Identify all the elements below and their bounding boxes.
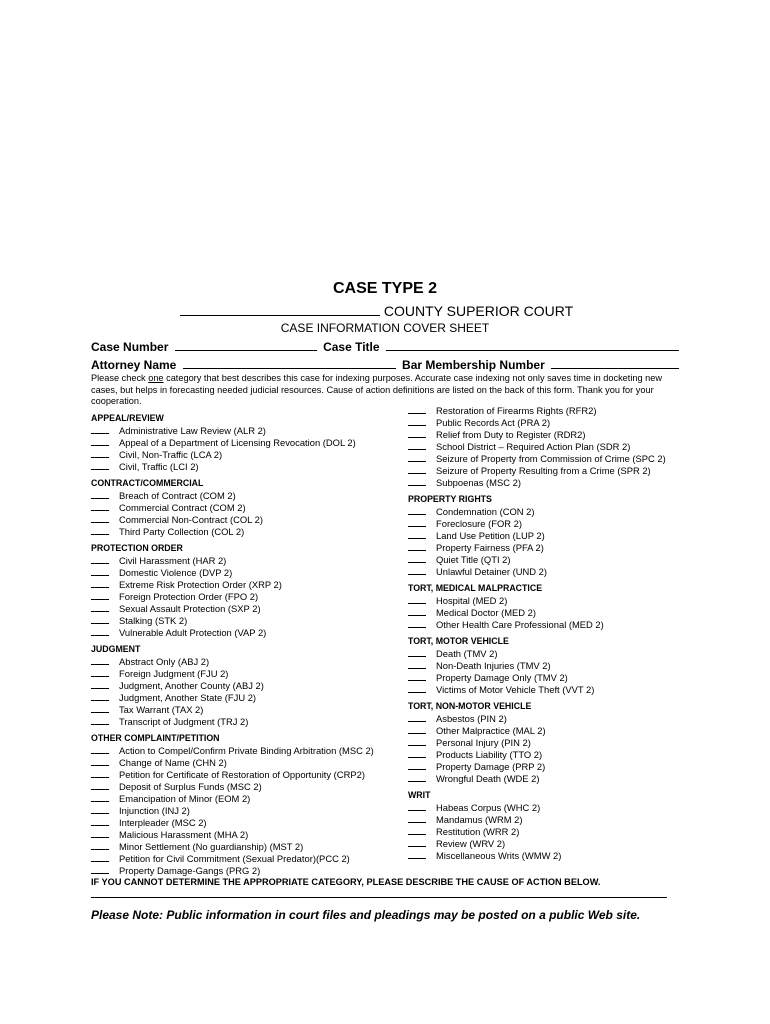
category-label: Foreign Judgment (FJU 2) — [119, 668, 229, 679]
category-label: Emancipation of Minor (EOM 2) — [119, 793, 251, 804]
category-checkbox-blank[interactable] — [91, 716, 109, 725]
category-label: Restoration of Firearms Rights (RFR2) — [436, 405, 597, 416]
category-label: Interpleader (MSC 2) — [119, 817, 207, 828]
category-label: Judgment, Another County (ABJ 2) — [119, 680, 264, 691]
category-item — [408, 802, 688, 814]
category-item — [408, 761, 688, 773]
category-label: Products Liability (TTO 2) — [436, 749, 543, 760]
category-label: Other Health Care Professional (MED 2) — [436, 619, 604, 630]
category-checkbox-blank[interactable] — [408, 684, 426, 693]
case-title-field[interactable] — [386, 339, 679, 351]
category-item — [91, 865, 401, 877]
category-item — [91, 603, 401, 615]
category-heading: TORT, MOTOR VEHICLE — [408, 636, 509, 646]
category-label: Malicious Harassment (MHA 2) — [119, 829, 249, 840]
category-label: Vulnerable Adult Protection (VAP 2) — [119, 627, 267, 638]
category-item — [91, 793, 401, 805]
category-label: Transcript of Judgment (TRJ 2) — [119, 716, 249, 727]
category-item — [408, 684, 688, 696]
county-blank[interactable] — [180, 303, 380, 316]
category-label: Condemnation (CON 2) — [436, 506, 535, 517]
category-item — [91, 502, 401, 514]
category-checkbox-blank[interactable] — [91, 437, 109, 446]
category-checkbox-blank[interactable] — [91, 865, 109, 874]
category-label: Habeas Corpus (WHC 2) — [436, 802, 541, 813]
category-item — [91, 692, 401, 704]
category-item — [408, 542, 688, 554]
category-item — [91, 757, 401, 769]
category-heading: JUDGMENT — [91, 644, 141, 654]
category-label: Judgment, Another State (FJU 2) — [119, 692, 257, 703]
category-checkbox-blank[interactable] — [91, 555, 109, 564]
category-checkbox-blank[interactable] — [408, 429, 426, 438]
instructions-pre: Please check — [91, 373, 149, 383]
category-item — [408, 660, 688, 672]
category-checkbox-blank[interactable] — [91, 567, 109, 576]
category-label: Civil Harassment (HAR 2) — [119, 555, 227, 566]
cause-of-action-line[interactable] — [91, 897, 667, 898]
category-checkbox-blank[interactable] — [408, 838, 426, 847]
category-checkbox-blank[interactable] — [408, 417, 426, 426]
category-label: Property Damage-Gangs (PRG 2) — [119, 865, 261, 876]
category-checkbox-blank[interactable] — [408, 761, 426, 770]
category-item — [91, 449, 401, 461]
category-item — [408, 648, 688, 660]
category-label: Miscellaneous Writs (WMW 2) — [436, 850, 562, 861]
category-checkbox-blank[interactable] — [91, 526, 109, 535]
category-checkbox-blank[interactable] — [408, 595, 426, 604]
category-label: Deposit of Surplus Funds (MSC 2) — [119, 781, 262, 792]
category-item — [408, 595, 688, 607]
category-checkbox-blank[interactable] — [91, 841, 109, 850]
category-checkbox-blank[interactable] — [408, 850, 426, 859]
category-item — [408, 672, 688, 684]
category-item — [91, 490, 401, 502]
category-label: Petition for Civil Commitment (Sexual Predator)(PCC 2) — [119, 853, 350, 864]
category-item — [408, 518, 688, 530]
category-label: Appeal of a Department of Licensing Revocation (DOL 2) — [119, 437, 356, 448]
category-label: Third Party Collection (COL 2) — [119, 526, 245, 537]
category-checkbox-blank[interactable] — [91, 757, 109, 766]
category-label: Sexual Assault Protection (SXP 2) — [119, 603, 261, 614]
category-checkbox-blank[interactable] — [91, 805, 109, 814]
category-label: Commercial Non-Contract (COL 2) — [119, 514, 263, 525]
category-checkbox-blank[interactable] — [91, 781, 109, 790]
attorney-name-label: Attorney Name — [91, 358, 177, 372]
category-label: Asbestos (PIN 2) — [436, 713, 507, 724]
category-item — [408, 749, 688, 761]
category-checkbox-blank[interactable] — [91, 627, 109, 636]
category-item — [408, 477, 688, 489]
form-title: CASE TYPE 2 — [332, 280, 438, 297]
right-category-column — [408, 405, 688, 862]
category-label: Tax Warrant (TAX 2) — [119, 704, 204, 715]
category-item — [408, 725, 688, 737]
category-item — [408, 465, 688, 477]
category-checkbox-blank[interactable] — [408, 672, 426, 681]
category-checkbox-blank[interactable] — [91, 680, 109, 689]
category-item — [91, 615, 401, 627]
category-item — [408, 506, 688, 518]
category-checkbox-blank[interactable] — [408, 814, 426, 823]
category-item — [91, 781, 401, 793]
form-subtitle: CASE INFORMATION COVER SHEET — [280, 321, 490, 335]
category-checkbox-blank[interactable] — [91, 704, 109, 713]
category-item — [91, 704, 401, 716]
category-label: Property Damage Only (TMV 2) — [436, 672, 568, 683]
instructions — [91, 373, 681, 408]
category-label: Land Use Petition (LUP 2) — [436, 530, 545, 541]
category-item — [91, 526, 401, 538]
category-checkbox-blank[interactable] — [408, 542, 426, 551]
public-note: Please Note: Public information in court files and pleadings may be posted on a public Web site. — [91, 908, 641, 922]
category-checkbox-blank[interactable] — [91, 579, 109, 588]
category-checkbox-blank[interactable] — [408, 725, 426, 734]
case-number-field[interactable] — [175, 339, 317, 351]
category-checkbox-blank[interactable] — [91, 615, 109, 624]
category-label: Foreign Protection Order (FPO 2) — [119, 591, 259, 602]
category-label: Mandamus (WRM 2) — [436, 814, 523, 825]
category-item — [408, 773, 688, 785]
category-item — [91, 437, 401, 449]
category-checkbox-blank[interactable] — [408, 465, 426, 474]
category-label: Abstract Only (ABJ 2) — [119, 656, 210, 667]
category-item — [408, 814, 688, 826]
category-item — [91, 668, 401, 680]
category-item — [91, 514, 401, 526]
category-item — [91, 591, 401, 603]
category-checkbox-blank[interactable] — [408, 530, 426, 539]
category-label: Property Damage (PRP 2) — [436, 761, 546, 772]
category-label: Civil, Non-Traffic (LCA 2) — [119, 449, 223, 460]
category-heading: PROPERTY RIGHTS — [408, 494, 492, 504]
category-item — [408, 554, 688, 566]
category-item — [91, 716, 401, 728]
category-label: Foreclosure (FOR 2) — [436, 518, 522, 529]
category-item — [91, 829, 401, 841]
category-checkbox-blank[interactable] — [408, 566, 426, 575]
category-checkbox-blank[interactable] — [91, 449, 109, 458]
category-label: Non-Death Injuries (TMV 2) — [436, 660, 551, 671]
category-item — [408, 453, 688, 465]
category-item — [91, 461, 401, 473]
category-checkbox-blank[interactable] — [408, 405, 426, 414]
instructions-underline: one — [148, 373, 164, 383]
category-heading: CONTRACT/COMMERCIAL — [91, 478, 204, 488]
category-item — [91, 805, 401, 817]
category-heading: OTHER COMPLAINT/PETITION — [91, 733, 220, 743]
category-checkbox-blank[interactable] — [91, 692, 109, 701]
category-label: Domestic Violence (DVP 2) — [119, 567, 233, 578]
category-item — [91, 656, 401, 668]
case-number-label: Case Number — [91, 340, 169, 354]
category-checkbox-blank[interactable] — [91, 745, 109, 754]
category-label: Civil, Traffic (LCI 2) — [119, 461, 199, 472]
category-label: Quiet Title (QTI 2) — [436, 554, 511, 565]
category-label: Victims of Motor Vehicle Theft (VVT 2) — [436, 684, 595, 695]
category-heading: TORT, NON-MOTOR VEHICLE — [408, 701, 532, 711]
category-item — [408, 441, 688, 453]
category-checkbox-blank[interactable] — [91, 514, 109, 523]
category-item — [91, 817, 401, 829]
category-checkbox-blank[interactable] — [91, 793, 109, 802]
category-label: Hospital (MED 2) — [436, 595, 508, 606]
category-label: Petition for Certificate of Restoration of Opportunity (CRP2) — [119, 769, 365, 780]
category-label: Extreme Risk Protection Order (XRP 2) — [119, 579, 282, 590]
category-item — [408, 850, 688, 862]
category-checkbox-blank[interactable] — [91, 425, 109, 434]
category-item — [408, 838, 688, 850]
category-checkbox-blank[interactable] — [91, 817, 109, 826]
category-item — [408, 417, 688, 429]
category-label: Other Malpractice (MAL 2) — [436, 725, 546, 736]
category-checkbox-blank[interactable] — [91, 656, 109, 665]
category-item — [408, 405, 688, 417]
category-item — [91, 567, 401, 579]
attorney-row — [91, 357, 682, 372]
category-label: Breach of Contract (COM 2) — [119, 490, 236, 501]
category-label: Death (TMV 2) — [436, 648, 498, 659]
court-name: COUNTY SUPERIOR COURT — [383, 303, 574, 319]
category-heading: APPEAL/REVIEW — [91, 413, 164, 423]
category-checkbox-blank[interactable] — [408, 453, 426, 462]
category-label: Property Fairness (PFA 2) — [436, 542, 544, 553]
category-checkbox-blank[interactable] — [91, 591, 109, 600]
category-checkbox-blank[interactable] — [91, 853, 109, 862]
category-label: Change of Name (CHN 2) — [119, 757, 227, 768]
category-label: Injunction (INJ 2) — [119, 805, 190, 816]
category-label: Subpoenas (MSC 2) — [436, 477, 521, 488]
left-category-column — [91, 408, 401, 877]
case-title-label: Case Title — [323, 340, 380, 354]
category-checkbox-blank[interactable] — [408, 506, 426, 515]
category-label: Restitution (WRR 2) — [436, 826, 520, 837]
category-heading: TORT, MEDICAL MALPRACTICE — [408, 583, 543, 593]
category-item — [408, 737, 688, 749]
category-label: Minor Settlement (No guardianship) (MST 2) — [119, 841, 304, 852]
category-item — [91, 680, 401, 692]
category-item — [408, 566, 688, 578]
category-label: Relief from Duty to Register (RDR2) — [436, 429, 586, 440]
category-heading: PROTECTION ORDER — [91, 543, 183, 553]
category-item — [408, 530, 688, 542]
category-label: Stalking (STK 2) — [119, 615, 188, 626]
attorney-name-field[interactable] — [183, 357, 396, 369]
category-checkbox-blank[interactable] — [408, 749, 426, 758]
category-label: Seizure of Property Resulting from a Crime (SPR 2) — [436, 465, 651, 476]
category-checkbox-blank[interactable] — [408, 607, 426, 616]
category-checkbox-blank[interactable] — [91, 461, 109, 470]
category-label: Medical Doctor (MED 2) — [436, 607, 537, 618]
category-label: Review (WRV 2) — [436, 838, 506, 849]
case-number-row — [91, 339, 682, 354]
category-item — [408, 713, 688, 725]
category-label: Wrongful Death (WDE 2) — [436, 773, 540, 784]
category-item — [91, 745, 401, 757]
category-checkbox-blank[interactable] — [408, 660, 426, 669]
instructions-post: category that best describes this case for indexing purposes. Accurate case indexing not only saves time in docketing new cases, but helps in forecasting needed judicial resources. Cause of action definitions are listed on the back of this form. Thank you for your cooperation. — [91, 373, 662, 406]
category-checkbox-blank[interactable] — [408, 737, 426, 746]
category-checkbox-blank[interactable] — [408, 648, 426, 657]
category-item — [408, 429, 688, 441]
category-checkbox-blank[interactable] — [408, 441, 426, 450]
category-label: School District – Required Action Plan (SDR 2) — [436, 441, 631, 452]
category-checkbox-blank[interactable] — [91, 668, 109, 677]
category-label: Personal Injury (PIN 2) — [436, 737, 531, 748]
category-item — [91, 769, 401, 781]
category-checkbox-blank[interactable] — [408, 619, 426, 628]
category-item — [91, 425, 401, 437]
category-checkbox-blank[interactable] — [408, 477, 426, 486]
category-label: Commercial Contract (COM 2) — [119, 502, 246, 513]
category-checkbox-blank[interactable] — [91, 769, 109, 778]
category-checkbox-blank[interactable] — [91, 603, 109, 612]
category-label: Administrative Law Review (ALR 2) — [119, 425, 266, 436]
category-item — [408, 826, 688, 838]
category-item — [91, 853, 401, 865]
category-item — [408, 619, 688, 631]
category-checkbox-blank[interactable] — [408, 713, 426, 722]
category-checkbox-blank[interactable] — [408, 554, 426, 563]
category-heading: WRIT — [408, 790, 431, 800]
category-checkbox-blank[interactable] — [408, 773, 426, 782]
bar-number-label: Bar Membership Number — [402, 358, 545, 372]
category-checkbox-blank[interactable] — [408, 802, 426, 811]
category-item — [91, 579, 401, 591]
category-checkbox-blank[interactable] — [408, 826, 426, 835]
category-checkbox-blank[interactable] — [91, 490, 109, 499]
category-checkbox-blank[interactable] — [91, 829, 109, 838]
cannot-determine-text: IF YOU CANNOT DETERMINE THE APPROPRIATE CATEGORY, PLEASE DESCRIBE THE CAUSE OF ACTION BELOW. — [91, 877, 601, 887]
category-item — [408, 607, 688, 619]
bar-number-field[interactable] — [551, 357, 679, 369]
category-checkbox-blank[interactable] — [408, 518, 426, 527]
category-item — [91, 555, 401, 567]
category-item — [91, 627, 401, 639]
category-label: Action to Compel/Confirm Private Binding Arbitration (MSC 2) — [119, 745, 374, 756]
court-line — [180, 303, 573, 319]
category-label: Unlawful Detainer (UND 2) — [436, 566, 547, 577]
category-label: Seizure of Property from Commission of Crime (SPC 2) — [436, 453, 666, 464]
category-checkbox-blank[interactable] — [91, 502, 109, 511]
category-item — [91, 841, 401, 853]
category-label: Public Records Act (PRA 2) — [436, 417, 551, 428]
